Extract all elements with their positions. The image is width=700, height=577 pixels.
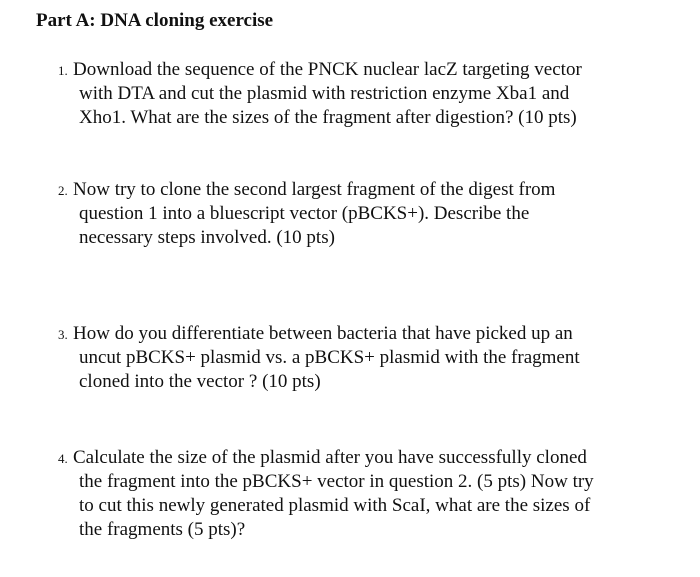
question-text-line: Now try to clone the second largest fragment of the digest from [73, 179, 556, 200]
question-1 [58, 58, 678, 130]
question-3 [58, 322, 678, 394]
question-text-line: Xho1. What are the sizes of the fragment after digestion? (10 pts) [79, 107, 577, 128]
question-number: 4. [58, 451, 68, 466]
question-text-line: Download the sequence of the PNCK nuclear lacZ targeting vector [73, 59, 582, 80]
question-text-line: the fragment into the pBCKS+ vector in question 2. (5 pts) Now try [79, 471, 594, 492]
part-title: Part A: DNA cloning exercise [36, 10, 274, 31]
question-2 [58, 178, 678, 250]
question-number: 2. [58, 183, 68, 198]
question-text-line: cloned into the vector ? (10 pts) [79, 371, 321, 392]
question-number: 3. [58, 327, 68, 342]
question-text-line: necessary steps involved. (10 pts) [79, 227, 335, 248]
question-text-line: the fragments (5 pts)? [79, 519, 246, 540]
question-text-line: Calculate the size of the plasmid after you have successfully cloned [73, 447, 587, 468]
question-text-line: question 1 into a bluescript vector (pBCKS+). Describe the [79, 203, 530, 224]
question-text-line: with DTA and cut the plasmid with restriction enzyme Xba1 and [79, 83, 570, 104]
question-number: 1. [58, 63, 68, 78]
question-4 [58, 446, 678, 542]
question-text-line: to cut this newly generated plasmid with ScaI, what are the sizes of [79, 495, 591, 516]
question-text-line: How do you differentiate between bacteria that have picked up an [73, 323, 573, 344]
question-text-line: uncut pBCKS+ plasmid vs. a pBCKS+ plasmid with the fragment [79, 347, 580, 368]
